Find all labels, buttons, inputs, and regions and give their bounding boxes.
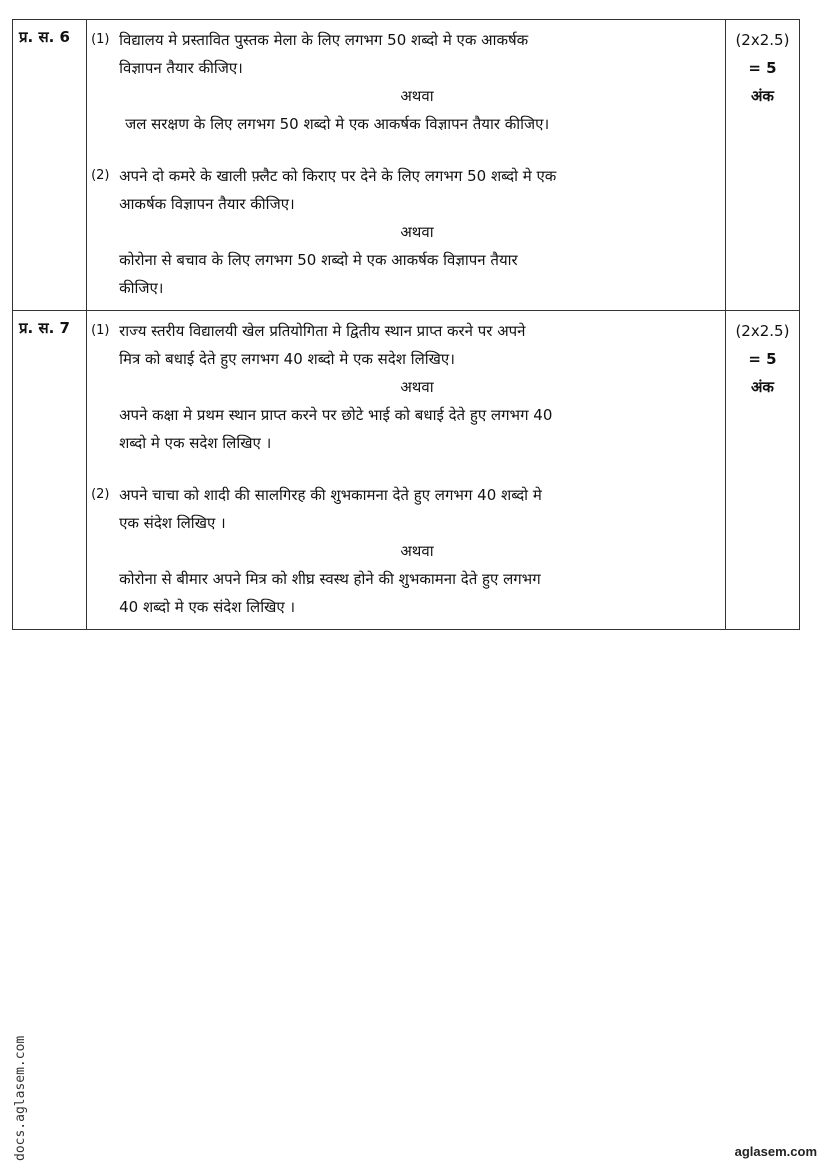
alternative-text-line: 40 शब्दो मे एक संदेश लिखिए । — [119, 598, 296, 616]
alternative-text-line: कोरोना से बीमार अपने मित्र को शीघ्र स्वस्थ होने की शुभकामना देते हुए लगभग — [119, 570, 541, 588]
question-body — [87, 311, 726, 630]
watermark-side-text: docs.aglasem.com — [13, 1035, 28, 1161]
sub-question — [91, 162, 715, 302]
marks-total: = 5 — [748, 59, 777, 77]
sub-question — [91, 317, 715, 457]
sub-question-number: (1) — [91, 323, 110, 338]
marks-breakdown: (2x2.5) — [735, 31, 790, 49]
question-number: प्र. स. 7 — [13, 311, 87, 630]
marks-cell — [725, 311, 799, 630]
question-body — [87, 20, 726, 311]
or-label: अथवा — [400, 542, 434, 560]
marks-cell — [725, 20, 799, 311]
alternative-text-line: शब्दो मे एक सदेश लिखिए । — [119, 434, 272, 452]
question-text-line: राज्य स्तरीय विद्यालयी खेल प्रतियोगिता मे द्वितीय स्थान प्राप्त करने पर अपने — [119, 322, 526, 340]
question-number: प्र. स. 6 — [13, 20, 87, 311]
sub-question — [91, 481, 715, 621]
question-text-line: अपने चाचा को शादी की सालगिरह की शुभकामना देते हुए लगभग 40 शब्दो मे — [119, 486, 542, 504]
alternative-text-line: कोरोना से बचाव के लिए लगभग 50 शब्दो मे एक आकर्षक विज्ञापन तैयार — [119, 251, 518, 269]
question-row — [13, 20, 800, 311]
or-label: अथवा — [400, 223, 434, 241]
question-text-line: आकर्षक विज्ञापन तैयार कीजिए। — [119, 195, 295, 213]
question-row — [13, 311, 800, 630]
sub-question-number: (1) — [91, 32, 110, 47]
sub-question-number: (2) — [91, 168, 110, 183]
alternative-text-line: कीजिए। — [119, 279, 164, 297]
question-text-line: विज्ञापन तैयार कीजिए। — [119, 59, 243, 77]
alternative-text-line: अपने कक्षा मे प्रथम स्थान प्राप्त करने पर छोटे भाई को बधाई देते हुए लगभग 40 — [119, 406, 553, 424]
marks-total: = 5 — [748, 350, 777, 368]
question-text-line: विद्यालय मे प्रस्तावित पुस्तक मेला के लिए लगभग 50 शब्दो मे एक आकर्षक — [119, 31, 529, 49]
question-text-line: एक संदेश लिखिए । — [119, 514, 226, 532]
marks-unit: अंक — [750, 87, 774, 105]
alternative-text-line: जल सरक्षण के लिए लगभग 50 शब्दो मे एक आकर्षक विज्ञापन तैयार कीजिए। — [125, 115, 550, 133]
sub-question — [91, 26, 715, 138]
sub-question-number: (2) — [91, 487, 110, 502]
or-label: अथवा — [400, 378, 434, 396]
or-label: अथवा — [400, 87, 434, 105]
question-text-line: मित्र को बधाई देते हुए लगभग 40 शब्दो मे एक सदेश लिखिए। — [119, 350, 455, 368]
marks-unit: अंक — [750, 378, 774, 396]
footer-brand: aglasem.com — [734, 1144, 817, 1159]
question-text-line: अपने दो कमरे के खाली फ़्लैट को किराए पर देने के लिए लगभग 50 शब्दो मे एक — [119, 167, 557, 185]
marks-breakdown: (2x2.5) — [735, 322, 790, 340]
question-table — [12, 19, 800, 630]
